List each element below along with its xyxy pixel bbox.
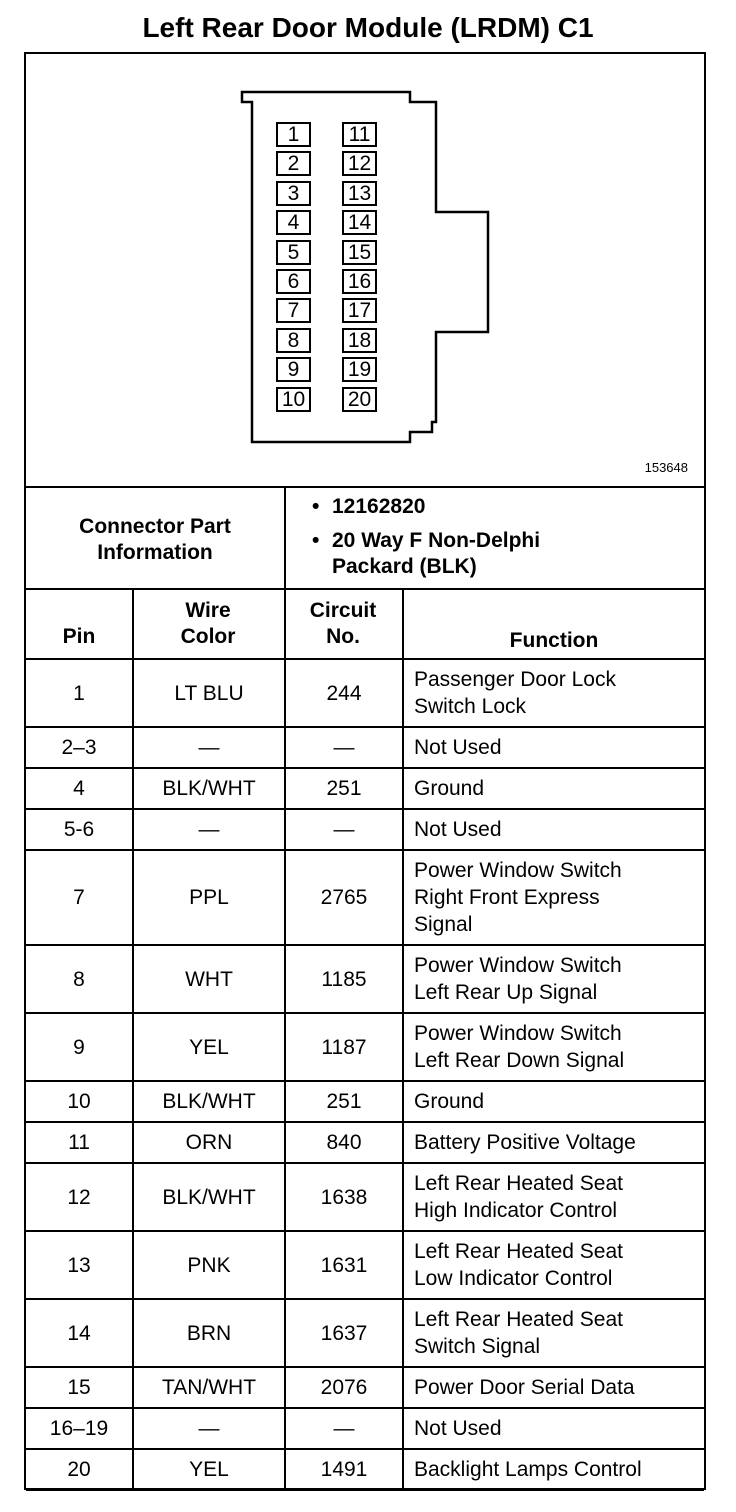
circuit-cell: 1187 bbox=[321, 1035, 367, 1059]
function-cell bbox=[414, 946, 702, 1012]
header-pin: Pin bbox=[62, 625, 96, 648]
circuit-cell: 251 bbox=[326, 1090, 362, 1113]
connector-pin: 15 bbox=[342, 240, 377, 265]
function-cell bbox=[414, 851, 702, 944]
circuit-cell: 244 bbox=[326, 681, 362, 705]
function-cell bbox=[414, 1368, 702, 1407]
connector-pin: 17 bbox=[342, 298, 377, 323]
function-line: Switch Signal bbox=[414, 1335, 541, 1358]
connector-description: • 20 Way F Non-Delphi Packard (BLK) bbox=[312, 529, 541, 578]
function-cell bbox=[414, 1232, 702, 1298]
connector-pin: 12 bbox=[342, 151, 377, 176]
function-cell bbox=[414, 1014, 702, 1080]
function-line: High Indicator Control bbox=[414, 1199, 618, 1222]
function-line: Left Rear Heated Seat bbox=[414, 1240, 623, 1263]
function-line: Not Used bbox=[414, 1417, 502, 1440]
function-line: Battery Positive Voltage bbox=[414, 1131, 636, 1154]
connector-pin: 4 bbox=[276, 210, 311, 235]
connector-pin: 16 bbox=[342, 269, 377, 294]
function-cell bbox=[414, 769, 702, 808]
pin-cell: 16–19 bbox=[49, 1417, 109, 1440]
wire-color-cell: ORN bbox=[185, 1131, 233, 1154]
pin-cell: 5-6 bbox=[63, 818, 95, 841]
wire-color-cell: PNK bbox=[187, 1253, 231, 1277]
circuit-cell: 2765 bbox=[320, 886, 368, 909]
divider bbox=[26, 588, 704, 590]
function-line: Power Window Switch bbox=[414, 859, 622, 882]
pin-cell: 9 bbox=[73, 1035, 85, 1059]
pin-cell: 13 bbox=[67, 1253, 91, 1277]
function-cell bbox=[414, 1450, 702, 1489]
wire-color-cell: — bbox=[198, 818, 220, 841]
pin-cell: 14 bbox=[67, 1321, 91, 1345]
function-line: Left Rear Heated Seat bbox=[414, 1308, 623, 1331]
connector-pin: 11 bbox=[342, 122, 377, 147]
function-line: Power Window Switch bbox=[414, 954, 622, 977]
connector-pin: 3 bbox=[276, 181, 311, 206]
circuit-cell: — bbox=[333, 1417, 355, 1440]
connector-part-info-list bbox=[306, 494, 696, 588]
wire-color-cell: BLK/WHT bbox=[162, 1185, 256, 1209]
function-cell bbox=[414, 1300, 702, 1366]
wire-color-cell: PPL bbox=[189, 886, 229, 909]
function-cell bbox=[414, 1082, 702, 1121]
circuit-cell: 1185 bbox=[321, 967, 367, 991]
wire-color-cell: — bbox=[198, 736, 220, 759]
function-line: Backlight Lamps Control bbox=[414, 1458, 642, 1481]
connector-pin: 7 bbox=[276, 298, 311, 323]
circuit-cell: 1631 bbox=[320, 1253, 368, 1277]
function-line: Ground bbox=[414, 777, 485, 800]
function-line: Left Rear Heated Seat bbox=[414, 1172, 623, 1195]
wire-color-cell: BLK/WHT bbox=[162, 777, 256, 800]
circuit-cell: 840 bbox=[326, 1131, 362, 1154]
connector-diagram bbox=[26, 54, 704, 488]
function-line: Left Rear Down Signal bbox=[414, 1049, 625, 1072]
function-cell bbox=[414, 1409, 702, 1448]
header-wire-color: Wire Color bbox=[180, 599, 236, 648]
connector-pin: 8 bbox=[276, 328, 311, 353]
page-title: Left Rear Door Module (LRDM) C1 bbox=[142, 12, 594, 43]
header-function: Function bbox=[509, 629, 599, 652]
connector-pin: 13 bbox=[342, 181, 377, 206]
wire-color-cell: — bbox=[198, 1417, 220, 1440]
circuit-cell: — bbox=[333, 736, 355, 759]
circuit-cell: 2076 bbox=[320, 1376, 368, 1399]
divider bbox=[26, 486, 704, 488]
pin-cell: 8 bbox=[73, 967, 85, 991]
connector-pin: 2 bbox=[276, 151, 311, 176]
figure-id: 153648 bbox=[644, 460, 688, 475]
circuit-cell: — bbox=[333, 818, 355, 841]
connector-pin: 6 bbox=[276, 269, 311, 294]
wire-color-cell: YEL bbox=[189, 1035, 229, 1059]
function-line: Switch Lock bbox=[414, 695, 527, 718]
circuit-cell: 1491 bbox=[320, 1458, 368, 1481]
function-line: Power Door Serial Data bbox=[414, 1376, 635, 1399]
pin-cell: 1 bbox=[73, 681, 85, 705]
function-cell bbox=[414, 810, 702, 849]
connector-pin: 19 bbox=[342, 357, 377, 382]
connector-pin: 1 bbox=[276, 122, 311, 147]
wire-color-cell: TAN/WHT bbox=[161, 1376, 257, 1399]
header-circuit-no: Circuit No. bbox=[309, 599, 377, 648]
function-line: Signal bbox=[414, 913, 473, 936]
pin-cell: 20 bbox=[67, 1458, 91, 1481]
row-divider bbox=[26, 1489, 704, 1491]
function-line: Power Window Switch bbox=[414, 1022, 622, 1045]
function-cell bbox=[414, 660, 702, 726]
column-divider bbox=[402, 590, 404, 1490]
function-cell bbox=[414, 1164, 702, 1230]
function-line: Not Used bbox=[414, 818, 502, 841]
function-cell bbox=[414, 728, 702, 767]
function-line: Ground bbox=[414, 1090, 485, 1113]
circuit-cell: 1637 bbox=[320, 1321, 368, 1345]
function-line: Right Front Express bbox=[414, 886, 600, 909]
connector-pin: 5 bbox=[276, 240, 311, 265]
connector-pin: 18 bbox=[342, 328, 377, 353]
connector-table-frame bbox=[24, 52, 706, 1490]
connector-part-info-label: Connector Part Information bbox=[79, 515, 231, 564]
part-number: • 12162820 bbox=[312, 495, 426, 518]
divider bbox=[284, 488, 286, 588]
wire-color-cell: LT BLU bbox=[174, 681, 244, 705]
connector-pin: 14 bbox=[342, 210, 377, 235]
pin-cell: 10 bbox=[67, 1090, 91, 1113]
wire-color-cell: BRN bbox=[186, 1321, 232, 1345]
circuit-cell: 251 bbox=[326, 777, 362, 800]
connector-pin: 10 bbox=[276, 387, 311, 412]
function-line: Passenger Door Lock bbox=[414, 668, 616, 691]
connector-pin: 9 bbox=[276, 357, 311, 382]
wire-color-cell: WHT bbox=[185, 967, 233, 991]
function-line: Low Indicator Control bbox=[414, 1267, 613, 1290]
pin-cell: 7 bbox=[73, 886, 85, 909]
pin-cell: 2–3 bbox=[61, 736, 97, 759]
function-line: Not Used bbox=[414, 736, 502, 759]
function-cell bbox=[414, 1123, 702, 1162]
pin-cell: 4 bbox=[73, 777, 85, 800]
wire-color-cell: BLK/WHT bbox=[162, 1090, 256, 1113]
wire-color-cell: YEL bbox=[189, 1458, 229, 1481]
function-line: Left Rear Up Signal bbox=[414, 981, 598, 1004]
pin-cell: 11 bbox=[68, 1131, 90, 1154]
pin-cell: 15 bbox=[67, 1376, 91, 1399]
circuit-cell: 1638 bbox=[320, 1185, 368, 1209]
connector-pin: 20 bbox=[342, 387, 377, 412]
pin-cell: 12 bbox=[67, 1185, 91, 1209]
